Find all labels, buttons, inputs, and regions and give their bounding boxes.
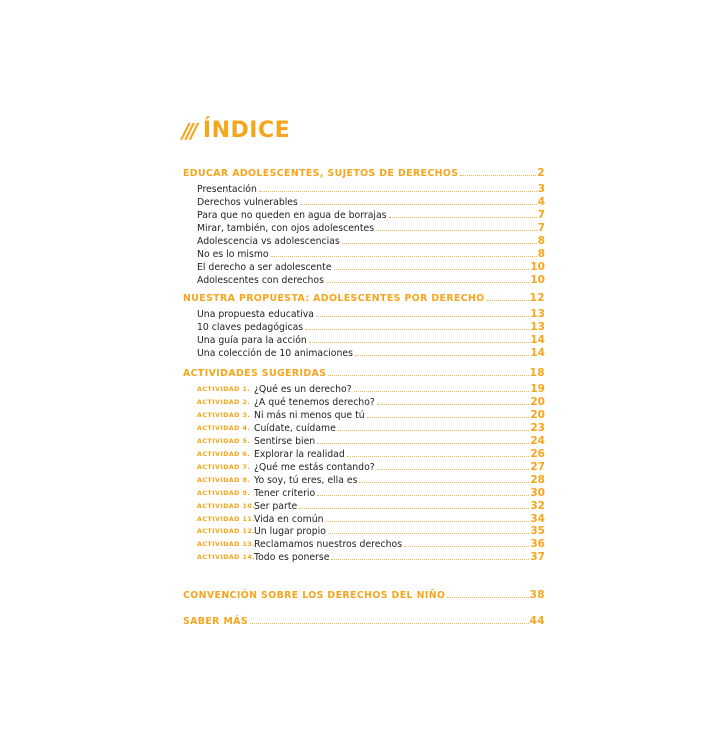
toc-section-title: ACTIVIDADES SUGERIDAS (183, 368, 327, 379)
activity-number: ACTIVIDAD 5. (197, 436, 251, 445)
toc-entry[interactable] (197, 486, 545, 499)
toc-entry[interactable] (197, 473, 545, 486)
toc-entry[interactable] (197, 421, 545, 434)
activity-number: ACTIVIDAD 7. (197, 462, 251, 471)
toc-entry-title: ¿A qué tenemos derecho? (254, 396, 375, 408)
toc-page-number: 19 (530, 383, 545, 395)
dot-leader (326, 520, 530, 522)
toc-page-number: 14 (530, 333, 545, 346)
toc-entry[interactable] (197, 447, 545, 460)
toc-entry[interactable] (197, 273, 545, 286)
dot-leader (316, 315, 529, 317)
toc-entry-title: ¿Qué me estás contando? (254, 461, 375, 473)
toc-entry[interactable] (197, 346, 545, 359)
toc-entry[interactable] (197, 247, 545, 260)
toc-entry-title: Todo es ponerse (254, 552, 330, 564)
dot-leader (299, 507, 529, 509)
toc-entry-title: Ni más ni menos que tú (254, 409, 365, 421)
toc-entry[interactable] (197, 460, 545, 473)
toc-page-number: 10 (530, 260, 545, 273)
toc-section[interactable] (183, 291, 545, 304)
dot-leader (326, 281, 529, 283)
activity-number: ACTIVIDAD 1. (197, 385, 251, 393)
toc-entry-title: Una guía para la acción (197, 334, 307, 346)
toc-page-number: 3 (537, 183, 545, 195)
toc-entry[interactable] (197, 195, 545, 208)
toc-entry-title: Adolescencia vs adolescencias (197, 235, 340, 247)
toc-entry-title: Una colección de 10 animaciones (197, 347, 353, 359)
toc-entry[interactable] (197, 537, 545, 550)
toc-page-number: 2 (537, 167, 545, 179)
toc-page-number: 26 (530, 447, 545, 460)
toc-entry[interactable] (197, 307, 545, 320)
toc-entry[interactable] (197, 182, 545, 195)
toc-page-number: 20 (530, 408, 545, 421)
toc-entry[interactable] (197, 260, 545, 273)
activity-number: ACTIVIDAD 8. (197, 475, 251, 484)
toc-page-number: 18 (529, 367, 545, 379)
dot-leader (259, 190, 537, 192)
activity-number: ACTIVIDAD 3. (197, 410, 251, 419)
dot-leader (250, 622, 529, 624)
dot-leader (367, 416, 530, 418)
title-slashes: /// (182, 118, 195, 143)
dot-leader (355, 354, 529, 356)
toc-page-number: 44 (529, 615, 545, 627)
toc-section[interactable] (183, 588, 545, 601)
dot-leader (334, 268, 530, 270)
toc-entry-title: Derechos vulnerables (197, 196, 298, 208)
toc-page-number: 13 (530, 308, 545, 320)
toc-entry[interactable] (197, 434, 545, 447)
dot-leader (487, 299, 529, 301)
toc-page-number: 7 (537, 221, 545, 234)
dot-leader (317, 442, 529, 444)
activity-number: ACTIVIDAD 9. (197, 488, 251, 497)
toc-page-number: 37 (530, 551, 545, 564)
dot-leader (377, 403, 530, 405)
toc-entry-title: Presentación (197, 184, 257, 195)
toc-section-title: NUESTRA PROPUESTA: ADOLESCENTES POR DERECHO (183, 293, 485, 304)
toc-page-number: 8 (537, 234, 545, 247)
toc-page-number: 27 (530, 460, 545, 473)
toc-page-number: 23 (530, 421, 545, 434)
toc-page-number: 28 (530, 473, 545, 486)
toc-entry-title: El derecho a ser adolescente (197, 261, 332, 273)
dot-leader (389, 216, 537, 218)
toc-entry[interactable] (197, 382, 545, 395)
dot-leader (359, 481, 529, 483)
toc-entry-title: Un lugar propio (254, 526, 326, 538)
toc-entry-title: Mirar, también, con ojos adolescentes (197, 222, 375, 234)
page-title (182, 118, 290, 143)
dot-leader (328, 532, 529, 534)
dot-leader (317, 494, 529, 496)
toc-entry[interactable] (197, 550, 545, 563)
toc-page-number: 8 (537, 247, 545, 260)
toc-section[interactable] (183, 166, 545, 179)
activity-number: ACTIVIDAD 6. (197, 449, 251, 458)
toc-page-number: 10 (530, 273, 545, 286)
activity-number: ACTIVIDAD 12. (197, 527, 255, 536)
toc-page-number: 14 (530, 346, 545, 359)
dot-leader (271, 255, 537, 257)
activity-number: ACTIVIDAD 4. (197, 423, 251, 432)
toc-page-number: 4 (537, 195, 545, 208)
dot-leader (305, 328, 529, 330)
toc-entry[interactable] (197, 395, 545, 408)
toc-entry[interactable] (197, 320, 545, 333)
toc-page-number: 12 (529, 292, 545, 304)
dot-leader (309, 341, 530, 343)
toc-entry-title: Tener criterio (254, 487, 316, 499)
toc-entry-title: Yo soy, tú eres, ella es (254, 474, 358, 486)
toc-section-title: EDUCAR ADOLESCENTES, SUJETOS DE DERECHOS (183, 168, 459, 179)
activity-number: ACTIVIDAD 13. (197, 540, 255, 549)
dot-leader (376, 229, 537, 231)
activity-number: ACTIVIDAD 2. (197, 397, 251, 406)
activity-number: ACTIVIDAD 10. (197, 501, 255, 510)
dot-leader (447, 596, 528, 598)
toc-entry-title: Vida en común (254, 513, 324, 525)
toc-page-number: 32 (530, 499, 545, 512)
toc-entry[interactable] (197, 512, 545, 525)
toc-page-number: 35 (530, 525, 545, 538)
title-text: ÍNDICE (202, 118, 291, 143)
dot-leader (328, 374, 528, 376)
dot-leader (354, 390, 530, 392)
toc-entry[interactable] (197, 208, 545, 221)
toc-page-number: 20 (530, 395, 545, 408)
toc-page-number: 36 (530, 538, 545, 551)
toc-entry-title: Para que no queden en agua de borrajas (197, 209, 387, 221)
dot-leader (300, 203, 537, 205)
dot-leader (460, 174, 536, 176)
dot-leader (404, 545, 529, 547)
toc-entry[interactable] (197, 408, 545, 421)
toc-entry[interactable] (197, 333, 545, 346)
toc-page-number: 13 (530, 320, 545, 333)
toc-section-title: CONVENCIÓN SOBRE LOS DERECHOS DEL NIÑO (183, 590, 446, 601)
toc-entry-title: Sentirse bien (254, 435, 316, 447)
toc-entry-title: 10 claves pedagógicas (197, 321, 304, 333)
toc-section[interactable] (183, 614, 545, 627)
dot-leader (347, 455, 530, 457)
toc-page-number: 38 (529, 589, 545, 601)
dot-leader (331, 558, 529, 560)
toc-entry-title: Ser parte (254, 500, 298, 512)
toc-page-number: 30 (530, 486, 545, 499)
toc-page-number: 34 (530, 512, 545, 525)
toc-entry-title: Reclamamos nuestros derechos (254, 539, 403, 551)
toc-entry-title: Cuídate, cuídame (254, 422, 336, 434)
toc-entry[interactable] (197, 221, 545, 234)
dot-leader (377, 468, 530, 470)
dot-leader (338, 429, 530, 431)
toc-entry-title: Explorar la realidad (254, 448, 345, 460)
activity-number: ACTIVIDAD 14. (197, 553, 255, 562)
activity-number: ACTIVIDAD 11. (197, 514, 255, 523)
toc-entry[interactable] (197, 234, 545, 247)
toc-page-number: 24 (530, 434, 545, 447)
toc-entry-title: No es lo mismo (197, 248, 269, 260)
toc-entry-title: Una propuesta educativa (197, 309, 314, 320)
toc-section[interactable] (183, 366, 545, 379)
toc-entry[interactable] (197, 499, 545, 512)
dot-leader (342, 242, 537, 244)
toc-entry[interactable] (197, 524, 545, 537)
toc-page-number: 7 (537, 208, 545, 221)
toc-section-title: SABER MÁS (183, 616, 248, 627)
toc-entry-title: Adolescentes con derechos (197, 274, 324, 286)
toc-entry-title: ¿Qué es un derecho? (254, 384, 352, 395)
